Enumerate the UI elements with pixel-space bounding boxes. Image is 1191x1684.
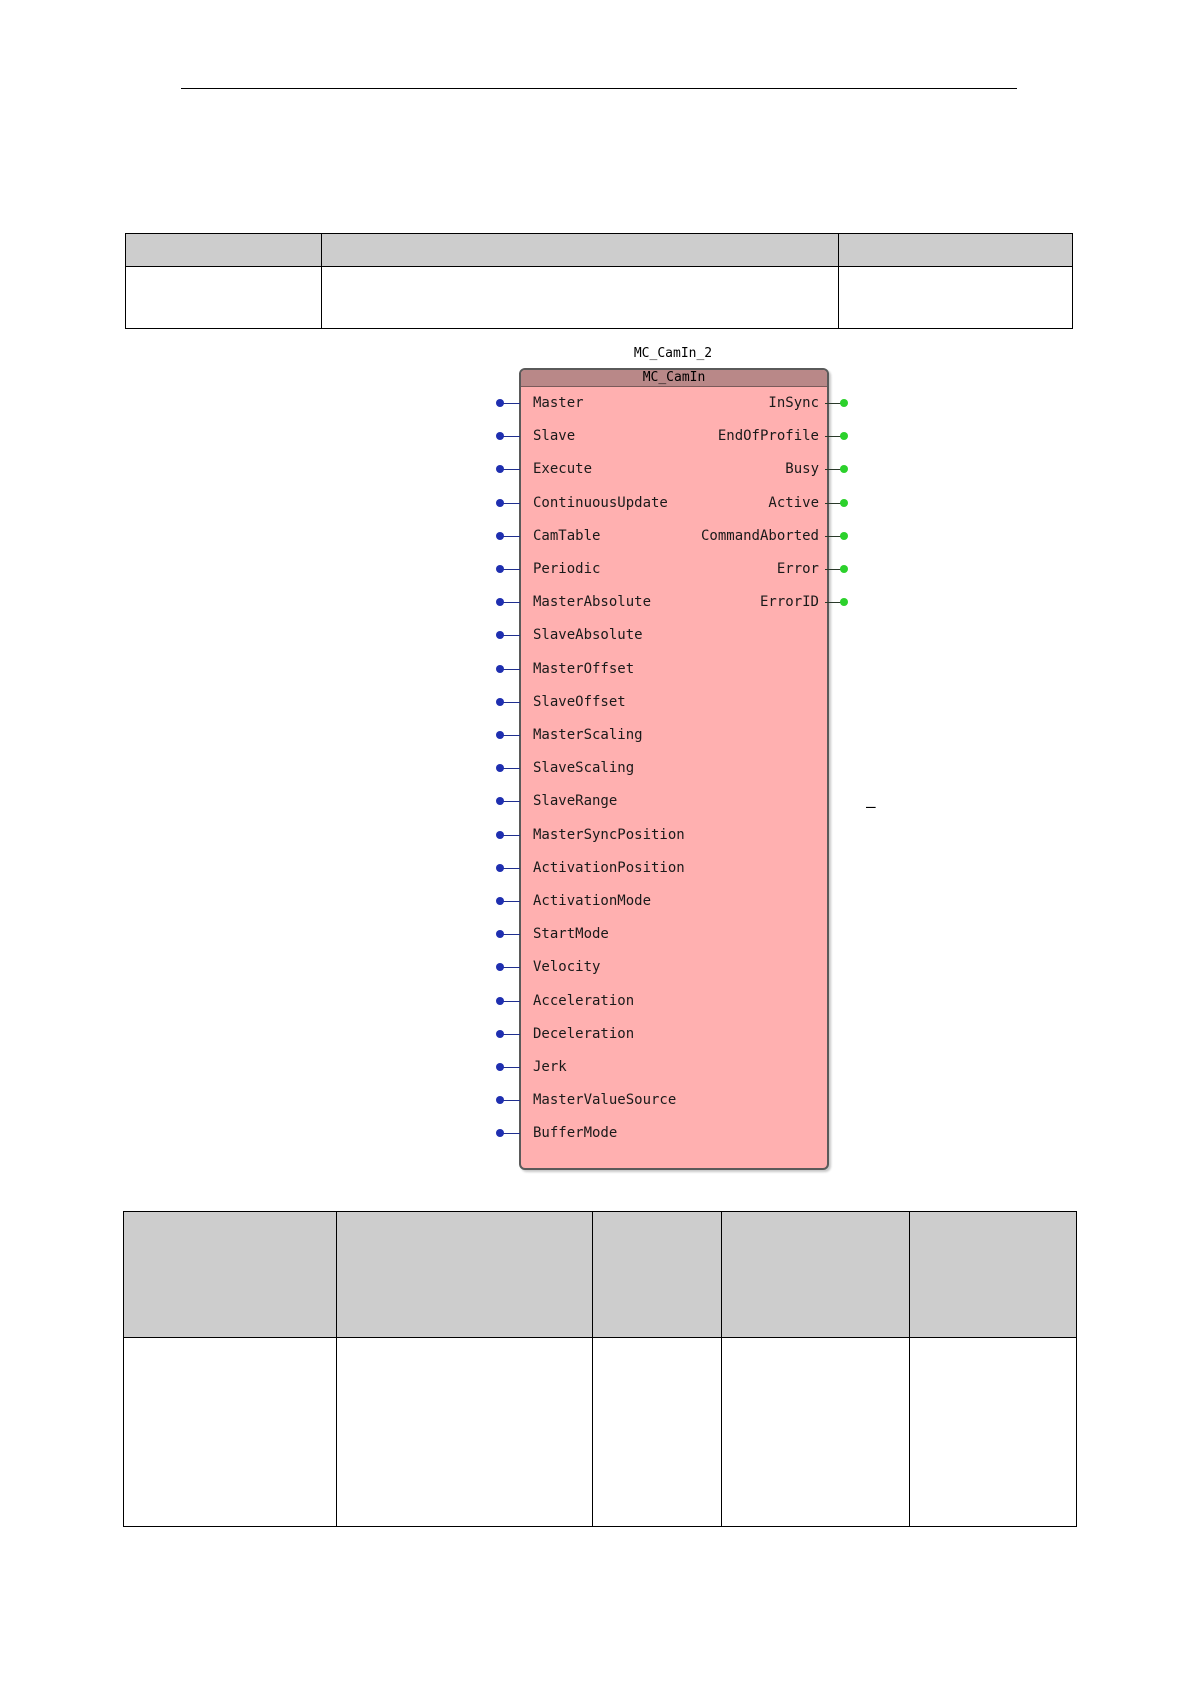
bottom-table-cell [910,1338,1077,1527]
input-pin-label: SlaveScaling [533,760,635,777]
output-pin-connector[interactable] [825,403,844,404]
input-pin-label: ActivationMode [533,893,652,909]
bottom-table-cell [124,1338,337,1527]
input-pin-connector[interactable] [500,868,520,869]
input-pin-connector[interactable] [500,536,520,537]
input-pin-label: BufferMode [533,1125,618,1142]
top-table-cell [126,267,322,329]
input-pin-label: ContinuousUpdate [533,494,668,511]
input-pin-connector[interactable] [500,1067,520,1068]
top-table-header-cell [839,234,1073,267]
input-pin-connector[interactable] [500,635,520,636]
input-pin-label: SlaveRange [533,793,618,810]
output-pin-label: Active [768,494,819,511]
output-pin-label: ErrorID [759,594,819,611]
bottom-table-header-cell [124,1212,337,1338]
input-pin-connector[interactable] [500,1100,520,1101]
fb-body[interactable] [519,368,829,1170]
fb-type-name: MC_CamIn [521,370,827,387]
input-pin-label: MasterOffset [533,660,635,677]
output-pin-label: Error [776,561,819,577]
input-pin-label: Acceleration [533,992,635,1009]
input-pin-label: Slave [533,428,576,445]
stray-mark: – [866,797,876,816]
input-pin-connector[interactable] [500,436,520,437]
input-pin-connector[interactable] [500,801,520,802]
input-pin-connector[interactable] [500,901,520,902]
output-pin-connector[interactable] [825,569,844,570]
output-pin-label: CommandAborted [700,527,819,544]
fb-instance-name: MC_CamIn_2 [633,346,713,361]
input-pin-label: MasterSyncPosition [533,826,685,843]
output-pin-label: EndOfProfile [717,428,819,445]
output-pin-connector[interactable] [825,436,844,437]
function-block-diagram [488,346,848,1176]
input-pin-connector[interactable] [500,669,520,670]
input-pin-label: MasterScaling [533,727,643,743]
output-pin-label: InSync [768,395,819,411]
input-pin-label: MasterValueSource [533,1092,677,1109]
output-pin-connector[interactable] [825,536,844,537]
input-pin-connector[interactable] [500,1034,520,1035]
input-pin-connector[interactable] [500,503,520,504]
bottom-table-header-cell [337,1212,593,1338]
bottom-table-cell [337,1338,593,1527]
output-pin-connector[interactable] [825,602,844,603]
top-table-row [126,267,1073,329]
bottom-table-header-cell [910,1212,1077,1338]
top-table-cell [839,267,1073,329]
input-pin-connector[interactable] [500,934,520,935]
top-table-header-cell [126,234,322,267]
bottom-table-header-row [124,1212,1077,1338]
bottom-table [123,1211,1077,1527]
top-table-cell [322,267,839,329]
output-pin-connector[interactable] [825,503,844,504]
input-pin-label: ActivationPosition [533,859,685,876]
input-pin-connector[interactable] [500,1001,520,1002]
bottom-table-row [124,1338,1077,1527]
input-pin-label: Velocity [533,959,601,976]
top-table-header-cell [322,234,839,267]
input-pin-label: Periodic [533,561,601,577]
input-pin-connector[interactable] [500,768,520,769]
input-pin-connector[interactable] [500,469,520,470]
input-pin-connector[interactable] [500,735,520,736]
input-pin-connector[interactable] [500,602,520,603]
input-pin-label: Master [533,395,584,411]
input-pin-label: Jerk [533,1059,567,1075]
output-pin-connector[interactable] [825,469,844,470]
input-pin-label: StartMode [533,926,609,943]
bottom-table-cell [722,1338,910,1527]
input-pin-connector[interactable] [500,702,520,703]
input-pin-label: SlaveOffset [533,693,626,710]
input-pin-connector[interactable] [500,835,520,836]
top-table [125,233,1073,329]
bottom-table-header-cell [593,1212,722,1338]
input-pin-connector[interactable] [500,1133,520,1134]
input-pin-label: SlaveAbsolute [533,627,643,644]
input-pin-label: CamTable [533,527,601,544]
input-pin-label: MasterAbsolute [533,594,652,611]
top-table-header-row [126,234,1073,267]
input-pin-connector[interactable] [500,967,520,968]
input-pin-label: Execute [533,461,593,478]
input-pin-connector[interactable] [500,403,520,404]
output-pin-label: Busy [785,461,819,478]
input-pin-label: Deceleration [533,1025,635,1042]
header-rule [181,88,1017,89]
input-pin-connector[interactable] [500,569,520,570]
bottom-table-header-cell [722,1212,910,1338]
bottom-table-cell [593,1338,722,1527]
